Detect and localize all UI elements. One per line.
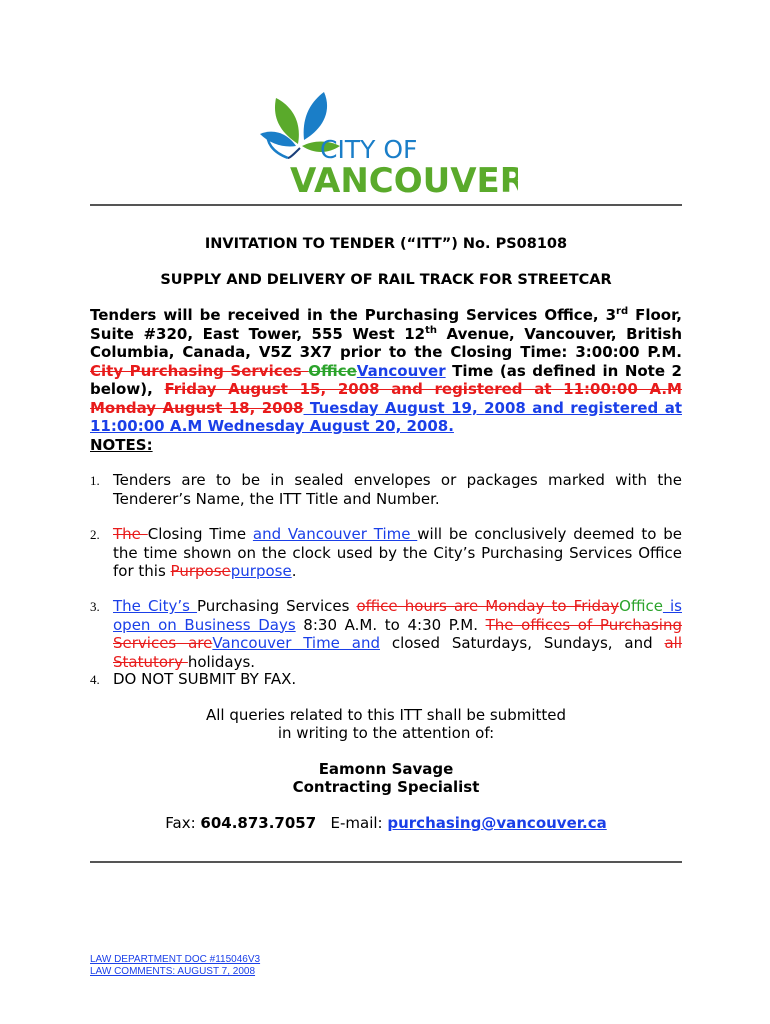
note-deleted: The xyxy=(113,525,148,543)
note-text xyxy=(113,525,682,581)
note-inserted: Vancouver Time and xyxy=(212,634,380,652)
note-text: Tenders are to be in sealed envelopes or packages marked with the Tenderer’s Name, the ITT Title and Number. xyxy=(113,471,682,508)
intro-sup-2: th xyxy=(425,324,437,336)
intro-deleted-3: Friday August 15, 2008 and registered at 11:00:00 A.M Monday August 18, 2008 xyxy=(90,380,682,417)
note-text xyxy=(113,597,682,671)
note-inserted: and Vancouver Time xyxy=(252,525,418,543)
queries-line-2: in writing to the attention of: xyxy=(277,724,495,742)
note-text: DO NOT SUBMIT BY FAX. xyxy=(113,670,297,688)
note-text-part: will be conclusively deemed to be the time shown on the clock used by the City’s Purchasing Services Office for this xyxy=(113,525,682,580)
note-number: 3. xyxy=(90,599,100,614)
notes-label: NOTES: xyxy=(90,436,153,454)
note-number: 2. xyxy=(90,527,100,542)
intro-text-3: Avenue, Vancouver, British Columbia, Canada, V5Z 3X7 prior to the Closing Time: 3:00:00 P.M. xyxy=(90,324,682,361)
contact-name: Eamonn Savage xyxy=(318,760,454,778)
note-text-part: Purchasing Services xyxy=(197,597,357,615)
note-text-part: closed Saturdays, Sundays, and xyxy=(379,634,665,652)
intro-sup-1: rd xyxy=(616,306,629,317)
logo-line1: CITY OF xyxy=(320,135,418,164)
note-deleted: all Statutory xyxy=(113,634,683,671)
intro-deleted-1: City Purchasing Services xyxy=(90,361,309,380)
footer-doc-id: LAW DEPARTMENT DOC #115046V3 xyxy=(90,954,261,965)
intro-inserted-1: Vancouver xyxy=(356,361,446,380)
intro-text-1: Tenders will be received in the Purchasing Services Office, 3 xyxy=(90,306,617,324)
intro-inserted-2: Tuesday August 19, 2008 and registered at 11:00:00 A.M Wednesday August 20, 2008. xyxy=(90,398,682,435)
intro-text-2: Floor, Suite #320, East Tower, 555 West 12 xyxy=(90,306,682,343)
header-rule xyxy=(90,204,682,206)
intro-paragraph xyxy=(90,306,682,436)
intro-text-4: Time (as defined in Note 2 below), xyxy=(90,361,682,398)
contact-line xyxy=(90,814,682,832)
city-of-vancouver-logo xyxy=(258,88,518,198)
note-inserted: purpose xyxy=(230,562,292,580)
email-link[interactable]: purchasing@vancouver.ca xyxy=(387,814,607,832)
notes-heading xyxy=(90,436,682,455)
note-text-part: . xyxy=(291,562,297,580)
note-deleted: The offices of Purchasing Services are xyxy=(113,615,682,652)
contact-role: Contracting Specialist xyxy=(292,778,480,796)
email-label: E-mail: xyxy=(330,814,388,832)
intro-deleted-2: Office xyxy=(308,361,357,380)
note-text-part: 8:30 A.M. to 4:30 P.M. xyxy=(295,615,486,634)
note-deleted: office hours are Monday to Friday xyxy=(356,597,620,615)
note-inserted: The City’s xyxy=(113,597,198,615)
note-text-part: Closing Time xyxy=(147,525,253,543)
logo-line2: VANCOUVER xyxy=(290,161,518,198)
footer-rule xyxy=(90,861,682,863)
note-deleted: Purpose xyxy=(170,562,231,580)
queries-line-1: All queries related to this ITT shall be submitted xyxy=(205,706,567,724)
note-number: 4. xyxy=(90,672,100,687)
footer-comments: LAW COMMENTS: AUGUST 7, 2008 xyxy=(90,966,256,977)
fax-number: 604.873.7057 xyxy=(200,814,317,832)
itt-title: INVITATION TO TENDER (“ITT”) No. PS08108 xyxy=(204,236,568,252)
itt-subtitle: SUPPLY AND DELIVERY OF RAIL TRACK FOR STREETCAR xyxy=(160,272,612,288)
vancouver-leaf-icon xyxy=(258,88,518,198)
note-inserted-green: Office xyxy=(619,597,663,615)
note-number: 1. xyxy=(90,473,100,488)
fax-label: Fax: xyxy=(165,814,201,832)
note-inserted: is open on Business Days xyxy=(113,597,682,634)
note-text-part: holidays. xyxy=(187,652,256,671)
